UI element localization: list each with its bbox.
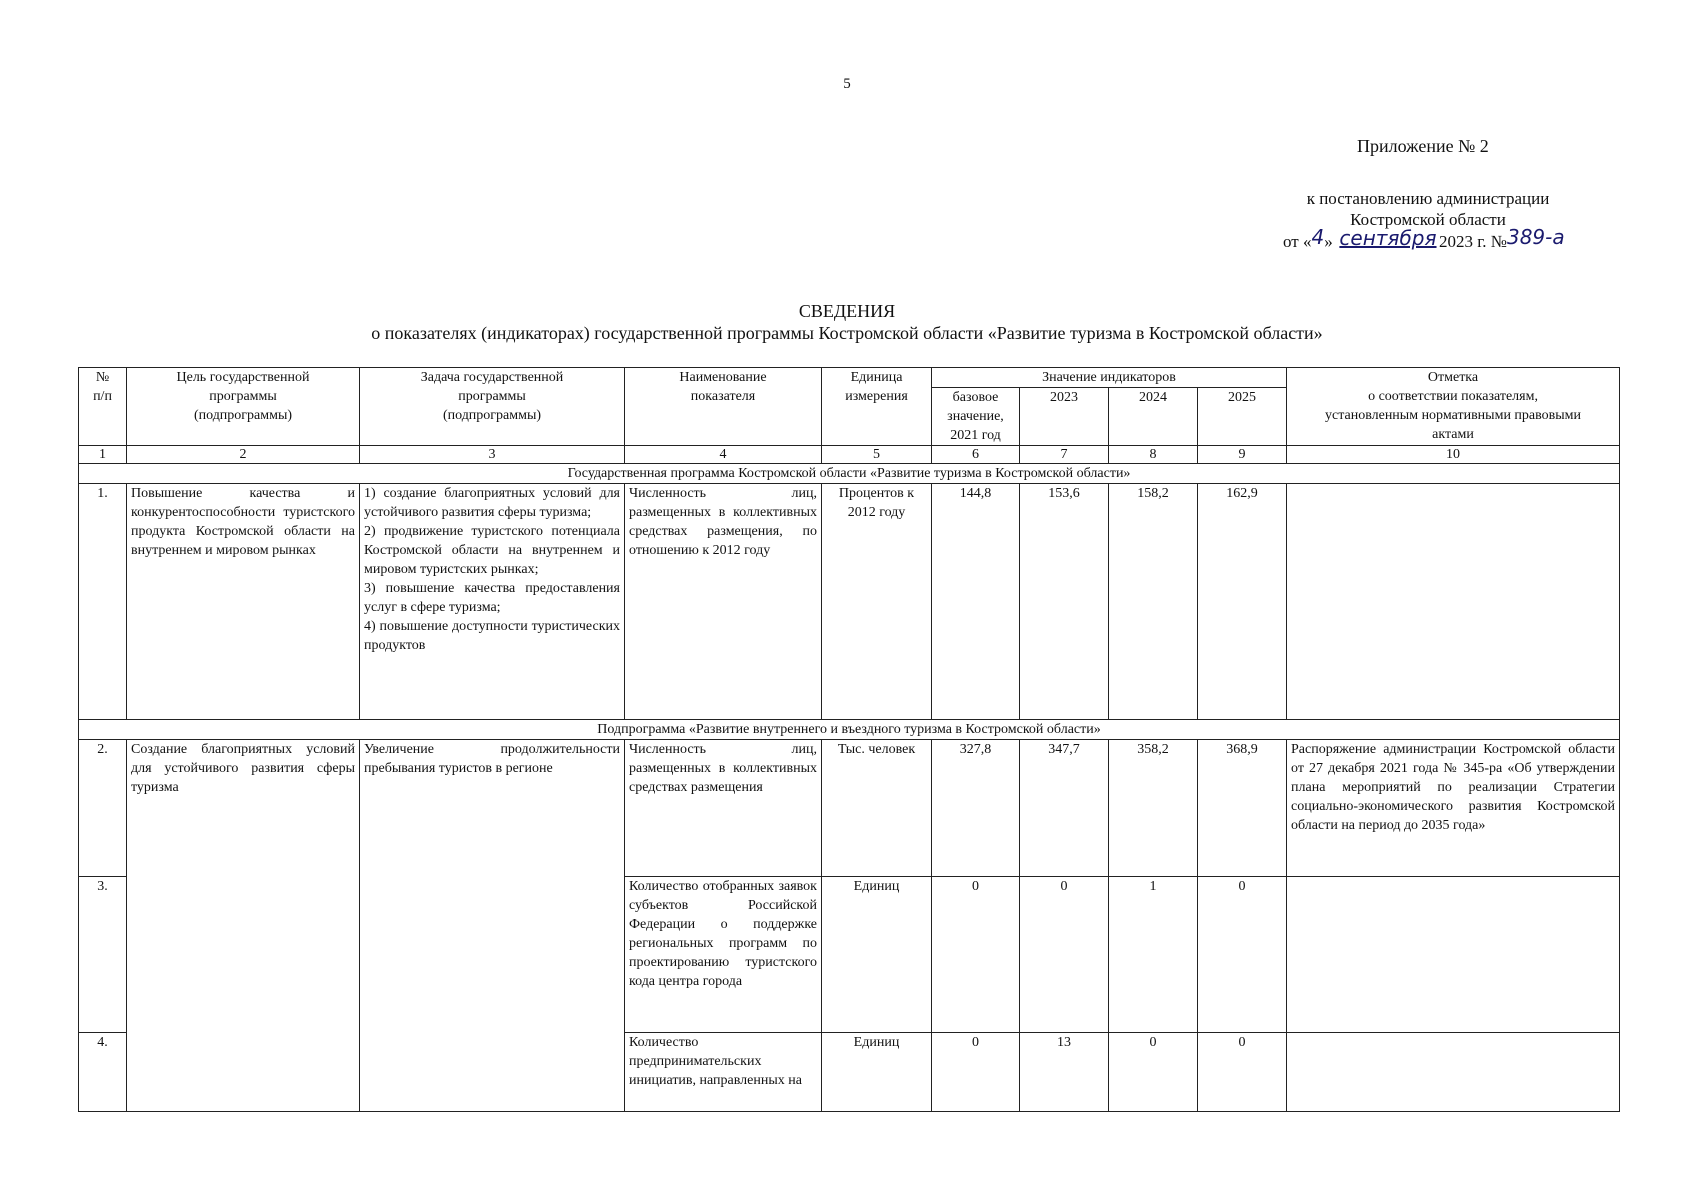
value-2024: 1 xyxy=(1109,877,1198,1033)
indicator-cell: Количество предпринимательских инициатив, направленных на xyxy=(625,1033,822,1112)
unit-cell: Процентов к 2012 году xyxy=(822,484,932,720)
section-title-subprogram: Подпрограмма «Развитие внутреннего и въездного туризма в Костромской области» xyxy=(79,720,1620,740)
section-row-subprogram xyxy=(79,720,1620,740)
value-2023: 347,7 xyxy=(1020,740,1109,877)
value-2025: 0 xyxy=(1198,877,1287,1033)
index-cell: 10 xyxy=(1287,446,1620,464)
note-cell: Распоряжение администрации Костромской области от 27 декабря 2021 года № 345-ра «Об утверждении плана мероприятий по реализации Стратегии социально-экономического развития Костромской области на период до 2035 года» xyxy=(1287,740,1620,877)
table-row xyxy=(79,484,1620,720)
decree-prefix: от « xyxy=(1283,232,1312,251)
task-item: 4) повышение доступности туристических продуктов xyxy=(364,619,620,653)
task-cell xyxy=(360,484,625,720)
row-number: 1. xyxy=(79,484,127,720)
base-value: 0 xyxy=(932,877,1020,1033)
header-unit: Единица измерения xyxy=(822,368,932,446)
unit-cell: Единиц xyxy=(822,877,932,1033)
value-2025: 368,9 xyxy=(1198,740,1287,877)
handwritten-day: 4 xyxy=(1311,225,1325,249)
value-2025: 162,9 xyxy=(1198,484,1287,720)
header-base: базовое значение, 2021 год xyxy=(932,388,1020,446)
section-title-program: Государственная программа Костромской области «Развитие туризма в Костромской области» xyxy=(79,464,1620,484)
value-2024: 158,2 xyxy=(1109,484,1198,720)
column-index-row xyxy=(79,446,1620,464)
value-2023: 13 xyxy=(1020,1033,1109,1112)
index-cell: 8 xyxy=(1109,446,1198,464)
decree-line-2: Костромской области xyxy=(1350,210,1506,229)
page-number: 5 xyxy=(843,76,851,92)
decree-mid: » xyxy=(1324,232,1337,251)
index-cell: 4 xyxy=(625,446,822,464)
base-value: 144,8 xyxy=(932,484,1020,720)
decree-reference xyxy=(1283,188,1573,252)
index-cell: 1 xyxy=(79,446,127,464)
header-note: Отметка о соответствии показателям, установленным нормативными правовыми актами xyxy=(1287,368,1620,446)
decree-line-1: к постановлению администрации xyxy=(1306,189,1550,208)
decree-year: 2023 г. № xyxy=(1438,232,1507,251)
unit-cell: Единиц xyxy=(822,1033,932,1112)
document-subtitle: о показателях (индикаторах) государственной программы Костромской области «Развитие туризма в Костромской области» xyxy=(371,323,1323,343)
header-indicator-values: Значение индикаторов xyxy=(932,368,1287,388)
header-2023: 2023 xyxy=(1020,388,1109,446)
value-2023: 0 xyxy=(1020,877,1109,1033)
goal-cell: Создание благоприятных условий для устойчивого развития сферы туризма xyxy=(127,740,360,1112)
header-task: Задача государственной программы (подпрограммы) xyxy=(360,368,625,446)
index-cell: 5 xyxy=(822,446,932,464)
row-number: 3. xyxy=(79,877,127,1033)
index-cell: 7 xyxy=(1020,446,1109,464)
document-title: СВЕДЕНИЯ xyxy=(798,301,896,321)
handwritten-number: 389-а xyxy=(1506,225,1565,249)
note-cell xyxy=(1287,1033,1620,1112)
header-2025: 2025 xyxy=(1198,388,1287,446)
note-cell xyxy=(1287,877,1620,1033)
value-2024: 358,2 xyxy=(1109,740,1198,877)
handwritten-month: сентября xyxy=(1339,226,1437,250)
table-row xyxy=(79,740,1620,877)
note-cell xyxy=(1287,484,1620,720)
row-number: 4. xyxy=(79,1033,127,1112)
unit-cell: Тыс. человек xyxy=(822,740,932,877)
indicator-cell: Количество отобранных заявок субъектов Российской Федерации о поддержке региональных программ по проектированию туристского кода центра города xyxy=(625,877,822,1033)
task-cell: Увеличение продолжительности пребывания туристов в регионе xyxy=(360,740,625,1112)
task-item: 3) повышение качества предоставления услуг в сфере туризма; xyxy=(364,581,620,615)
indicator-cell: Численность лиц, размещенных в коллективных средствах размещения, по отношению к 2012 году xyxy=(625,484,822,720)
goal-cell: Повышение качества и конкурентоспособности туристского продукта Костромской области на внутреннем и мировом рынках xyxy=(127,484,360,720)
header-indicator: Наименование показателя xyxy=(625,368,822,446)
index-cell: 9 xyxy=(1198,446,1287,464)
value-2025: 0 xyxy=(1198,1033,1287,1112)
index-cell: 3 xyxy=(360,446,625,464)
decree-date-line xyxy=(1283,225,1573,252)
value-2023: 153,6 xyxy=(1020,484,1109,720)
row-number: 2. xyxy=(79,740,127,877)
task-item: 2) продвижение туристского потенциала Костромской области на внутреннем и мировом туристских рынках; xyxy=(364,524,620,577)
value-2024: 0 xyxy=(1109,1033,1198,1112)
appendix-label: Приложение № 2 xyxy=(1357,136,1489,156)
index-cell: 6 xyxy=(932,446,1020,464)
task-item: 1) создание благоприятных условий для устойчивого развития сферы туризма; xyxy=(364,486,620,520)
section-row-program xyxy=(79,464,1620,484)
indicators-table xyxy=(78,367,1620,1112)
header-goal: Цель государственной программы (подпрограммы) xyxy=(127,368,360,446)
base-value: 327,8 xyxy=(932,740,1020,877)
index-cell: 2 xyxy=(127,446,360,464)
indicator-cell: Численность лиц, размещенных в коллективных средствах размещения xyxy=(625,740,822,877)
header-number: № п/п xyxy=(79,368,127,446)
header-2024: 2024 xyxy=(1109,388,1198,446)
base-value: 0 xyxy=(932,1033,1020,1112)
header-row xyxy=(79,368,1620,388)
